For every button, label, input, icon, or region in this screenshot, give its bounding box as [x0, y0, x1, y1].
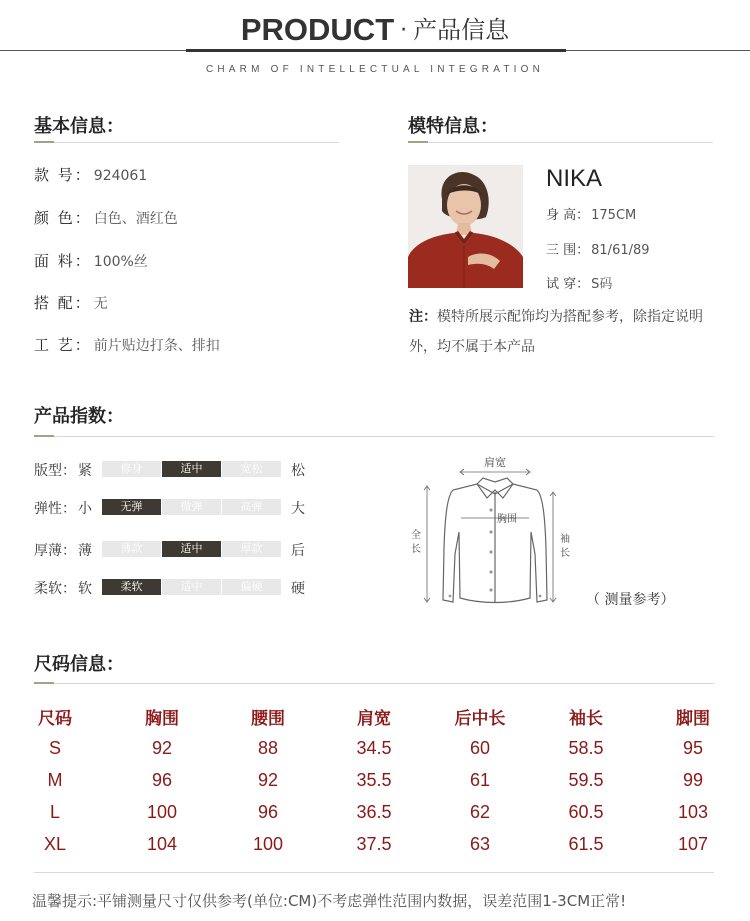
size-cell: M [47, 770, 63, 790]
model-info-accent [408, 141, 428, 143]
basic-info-rule [34, 142, 339, 143]
index-bar [102, 461, 282, 477]
size-header-cell: 尺码 [38, 709, 72, 729]
model-value: S码 [591, 277, 613, 292]
basic-info-title: 基本信息： [34, 116, 124, 137]
size-info-accent [34, 682, 54, 684]
product-index-title: 产品指数： [34, 406, 124, 427]
size-header-cell: 袖长 [569, 709, 603, 729]
model-value: 81/61/89 [591, 243, 650, 258]
size-cell: 96 [257, 802, 279, 822]
size-header-cell: 腰围 [251, 709, 285, 729]
model-note [409, 302, 717, 362]
size-cell: L [49, 802, 60, 822]
info-row-style-no [34, 164, 147, 185]
info-row-matching [34, 292, 108, 313]
size-cell: 103 [677, 802, 709, 822]
index-option: 修身 [102, 461, 162, 477]
index-low: 小 [78, 501, 92, 517]
size-cell: 100 [252, 834, 284, 854]
sleeve-label-1: 袖 [560, 534, 570, 545]
size-cell: 104 [146, 834, 178, 854]
index-low: 紧 [78, 463, 92, 479]
title-dot: · [400, 18, 408, 43]
size-cell: 100 [146, 802, 178, 822]
size-header-cell: 肩宽 [357, 709, 391, 729]
size-cell: 61.5 [568, 834, 604, 854]
length-label-1: 全 [411, 530, 421, 541]
info-value: 前片贴边打条、排扣 [93, 338, 220, 354]
page-title [0, 12, 750, 48]
size-cell: 34.5 [356, 738, 392, 758]
size-cell: 99 [682, 770, 704, 790]
model-photo [408, 165, 523, 288]
size-cell: 62 [469, 802, 491, 822]
index-option: 薄款 [102, 541, 162, 557]
info-label: 面 料： [34, 252, 92, 270]
info-value: 白色、酒红色 [93, 211, 178, 227]
size-cell: 37.5 [356, 834, 392, 854]
header-rule-bold [186, 49, 566, 52]
size-cell: 59.5 [568, 770, 604, 790]
index-option: 微弹 [162, 499, 222, 515]
size-row [0, 738, 750, 766]
index-option: 偏硬 [222, 579, 282, 595]
index-option: 厚款 [222, 541, 282, 557]
info-value: 无 [93, 296, 108, 312]
shirt-measure-diagram [405, 448, 585, 628]
basic-info-accent [34, 141, 54, 143]
model-info-title: 模特信息： [408, 116, 498, 137]
info-label: 颜 色： [34, 209, 92, 227]
index-option: 宽松 [222, 461, 282, 477]
page-header [0, 0, 750, 90]
model-label: 试 穿： [546, 277, 590, 292]
size-cell: 96 [151, 770, 173, 790]
model-label: 身 高： [546, 208, 590, 223]
size-row [0, 802, 750, 830]
index-option-selected: 柔软 [102, 579, 162, 595]
model-label: 三 围： [546, 243, 590, 258]
sleeve-label-2: 长 [560, 548, 570, 559]
info-row-fabric [34, 250, 148, 271]
info-label: 款 号： [34, 166, 92, 184]
size-cell: XL [43, 834, 67, 854]
size-row [0, 770, 750, 798]
model-name: NIKA [546, 165, 603, 192]
title-en: PRODUCT [240, 12, 395, 47]
index-label: 弹性： [34, 501, 76, 517]
info-row-color [34, 207, 178, 228]
chest-label: 胸围 [497, 514, 517, 525]
index-label: 厚薄： [34, 543, 76, 559]
index-option-selected: 无弹 [102, 499, 162, 515]
size-cell: 60 [469, 738, 491, 758]
index-label: 柔软： [34, 581, 76, 597]
size-cell: 35.5 [356, 770, 392, 790]
size-cell: 95 [682, 738, 704, 758]
index-bar [102, 579, 282, 595]
size-cell: 63 [469, 834, 491, 854]
info-label: 工 艺： [34, 336, 92, 354]
index-high: 大 [291, 501, 305, 517]
size-info-title: 尺码信息： [34, 654, 124, 675]
model-info-rule [408, 142, 713, 143]
index-option: 高弹 [222, 499, 282, 515]
model-measurements [546, 239, 650, 258]
model-value: 175CM [591, 208, 637, 223]
index-low: 薄 [78, 543, 92, 559]
size-cell: 60.5 [568, 802, 604, 822]
product-index-rule [34, 436, 714, 437]
shoulder-label: 肩宽 [484, 456, 506, 469]
page-subtitle: CHARM OF INTELLECTUAL INTEGRATION [205, 64, 545, 75]
index-bar [102, 499, 282, 515]
product-index-accent [34, 435, 54, 437]
size-cell: 61 [469, 770, 491, 790]
size-cell: 92 [257, 770, 279, 790]
note-text: 模特所展示配饰均为搭配参考，除指定说明外，均不属于本产品 [409, 309, 703, 355]
size-cell: 88 [257, 738, 279, 758]
size-row [0, 834, 750, 862]
model-try-size [546, 273, 612, 292]
size-cell: 36.5 [356, 802, 392, 822]
measure-reference: （ 测量参考） [586, 592, 675, 608]
index-bar [102, 541, 282, 557]
size-info-rule [34, 683, 714, 684]
size-tip: 温馨提示:平铺测量尺寸仅供参考(单位:CM)不考虑弹性范围内数据，误差范围1-3CM正常! [32, 892, 627, 910]
title-zh: 产品信息 [413, 16, 510, 44]
info-row-craft [34, 334, 220, 355]
info-value: 100%丝 [93, 254, 148, 270]
index-option-selected: 适中 [162, 541, 222, 557]
size-cell: 58.5 [568, 738, 604, 758]
size-table-bottom-rule [34, 872, 714, 873]
index-high: 后 [291, 543, 305, 559]
index-high: 硬 [291, 581, 305, 597]
note-label: 注： [409, 309, 437, 325]
size-header-cell: 后中长 [454, 709, 506, 729]
size-cell: 92 [151, 738, 173, 758]
index-label: 版型： [34, 463, 76, 479]
length-label-2: 长 [411, 544, 421, 555]
info-value: 924061 [93, 168, 148, 184]
info-label: 搭 配： [34, 294, 92, 312]
size-table-header [0, 704, 750, 732]
index-low: 软 [78, 581, 92, 597]
model-height [546, 204, 636, 223]
index-option-selected: 适中 [162, 461, 222, 477]
size-header-cell: 脚围 [676, 709, 710, 729]
size-cell: 107 [677, 834, 709, 854]
size-cell: S [48, 738, 61, 758]
index-option: 适中 [162, 579, 222, 595]
size-header-cell: 胸围 [145, 709, 179, 729]
index-high: 松 [291, 463, 305, 479]
